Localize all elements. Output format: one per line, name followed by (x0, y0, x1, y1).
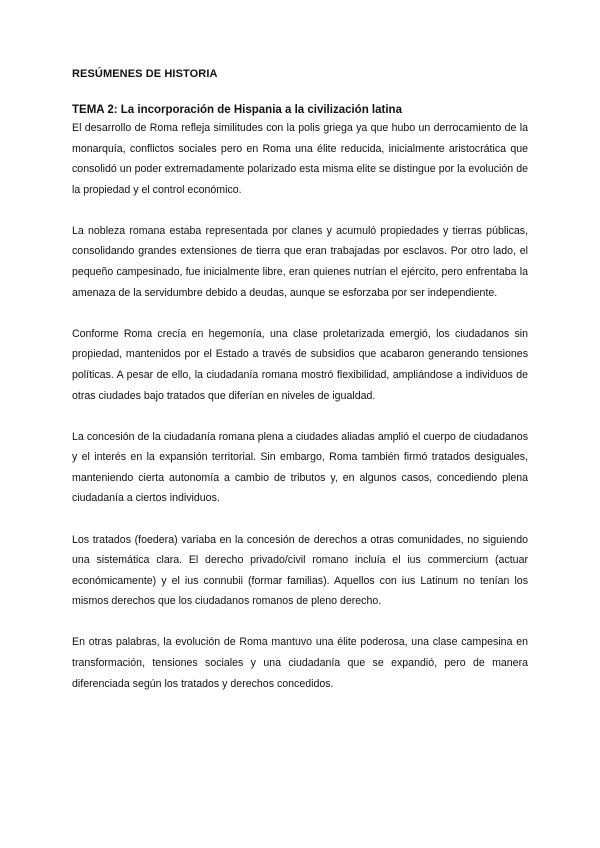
paragraph: La concesión de la ciudadanía romana plena a ciudades aliadas amplió el cuerpo de ciudadanos y el interés en la expansión territorial. Sin embargo, Roma también firmó tratados desiguales, manteniendo cierta autonomía a cambio de tributos y, en algunos casos, concediendo plena ciudadanía a ciertos individuos. (72, 430, 528, 505)
document-title: RESÚMENES DE HISTORIA (72, 68, 218, 80)
paragraph: En otras palabras, la evolución de Roma mantuvo una élite poderosa, una clase campesina en transformación, tensiones sociales y una ciudadanía que se expandió, pero de manera diferenciada según los tratados y derechos concedidos. (72, 636, 528, 690)
paragraph: Conforme Roma crecía en hegemonía, una clase proletarizada emergió, los ciudadanos sin propiedad, mantenidos por el Estado a través de subsidios que acabaron generando tensiones políticas. A pesar de ello, la ciudadanía romana mostró flexibilidad, ampliándose a individuos de otras ciudades bajo tratados que diferían en niveles de igualdad. (72, 327, 528, 402)
paragraph: Los tratados (foedera) variaba en la concesión de derechos a otras comunidades, no siguiendo una sistemática clara. El derecho privado/civil romano incluía el ius commercium (actuar económicamente) y el ius connubii (formar familias). Aquellos con ius Latinum no tenían los mismos derechos que los ciudadanos romanos de pleno derecho. (72, 533, 528, 608)
document-body (72, 68, 528, 715)
paragraph: El desarrollo de Roma refleja similitudes con la polis griega ya que hubo un derrocamiento de la monarquía, conflictos sociales pero en Roma una élite reducida, inicialmente aristocrática que consolidó un poder extremadamente polarizado esta misma elite se distingue por la evolución de la propiedad y el control económico. (72, 122, 528, 196)
section-title: TEMA 2: La incorporación de Hispania a la civilización latina (72, 104, 402, 116)
paragraph: La nobleza romana estaba representada por clanes y acumuló propiedades y tierras públicas, consolidando grandes extensiones de tierra que eran trabajadas por esclavos. Por otro lado, el pequeño campesinado, fue inicialmente libre, eran quienes nutrían el ejército, pero enfrentaba la amenaza de la servidumbre debido a deudas, aunque se esforzaba por ser independiente. (72, 224, 528, 299)
